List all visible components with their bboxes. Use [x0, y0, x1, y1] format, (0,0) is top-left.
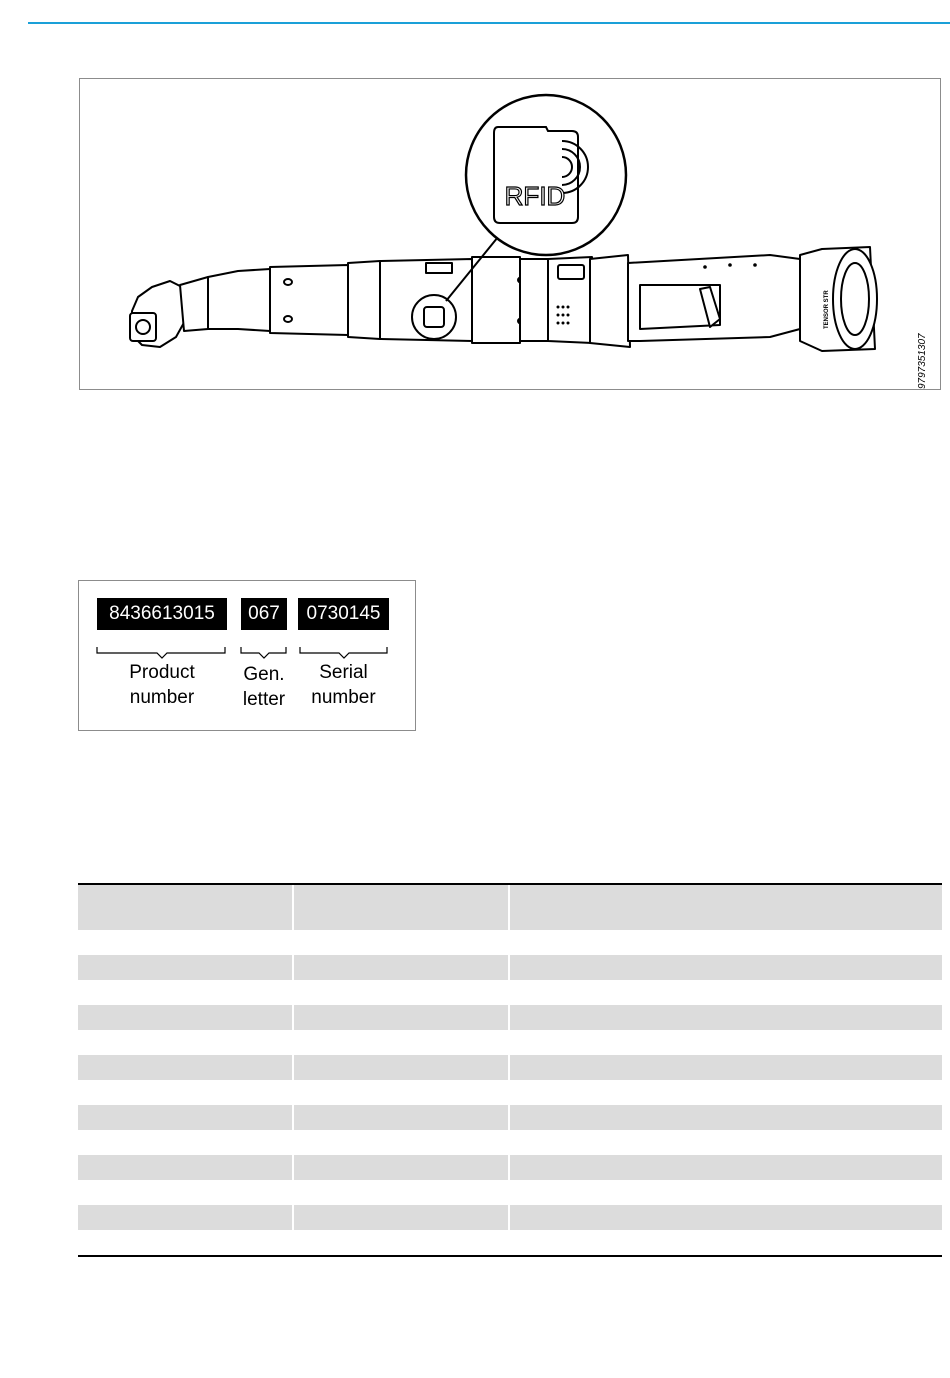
table-header: [78, 883, 942, 930]
table-row: [78, 1155, 942, 1180]
table-row: [78, 1005, 942, 1030]
table-cell: [78, 1105, 294, 1130]
table-cell: [510, 1055, 942, 1080]
table-cell: [294, 1130, 510, 1155]
table-row: [78, 980, 942, 1005]
product-number-label-line2: number: [129, 687, 195, 708]
table-cell: [294, 1105, 510, 1130]
table-cell: [294, 1080, 510, 1105]
table-cell: [78, 930, 294, 955]
table-cell: [294, 980, 510, 1005]
table-row: [78, 1205, 942, 1230]
table-cell: [510, 1030, 942, 1055]
table-row: [78, 1230, 942, 1255]
tool-brand-text: TENSOR STR: [824, 290, 830, 329]
table-cell: [78, 1055, 294, 1080]
table-cell: [78, 1005, 294, 1030]
rfid-callout-label: RFID: [504, 181, 566, 211]
table-cell: [294, 930, 510, 955]
table-bottom-rule: [78, 1255, 942, 1257]
table-cell: [510, 1130, 942, 1155]
table-cell: [294, 1055, 510, 1080]
table-cell: [294, 1205, 510, 1230]
table-cell: [78, 1080, 294, 1105]
table-cell: [510, 1005, 942, 1030]
table-cell: [78, 955, 294, 980]
table-cell: [510, 1180, 942, 1205]
table-cell: [78, 980, 294, 1005]
table-row: [78, 955, 942, 980]
serial-number-label-line2: number: [311, 687, 376, 708]
serial-number-code: 0730145: [298, 598, 389, 630]
generation-letter-label: [229, 662, 299, 712]
generation-letter-code: 067: [241, 598, 287, 630]
table-cell: [510, 980, 942, 1005]
table-header-cell: [294, 885, 510, 930]
nutrunner-tool-drawing: [80, 79, 942, 391]
table-cell: [510, 1205, 942, 1230]
serial-number-label-line1: Serial: [319, 662, 368, 683]
table-header-cell: [78, 885, 294, 930]
table-cell: [78, 1030, 294, 1055]
table-row: [78, 1055, 942, 1080]
table-row: [78, 1080, 942, 1105]
table-row: [78, 1180, 942, 1205]
table-cell: [294, 1030, 510, 1055]
table-cell: [510, 1080, 942, 1105]
table-cell: [294, 1155, 510, 1180]
figure-id-container: [917, 333, 940, 389]
table-cell: [510, 955, 942, 980]
generation-letter-label-line1: Gen.: [243, 664, 285, 685]
figure-id: 9797351307: [917, 333, 928, 389]
table-cell: [294, 1230, 510, 1255]
table-cell: [510, 1230, 942, 1255]
table-row: [78, 1130, 942, 1155]
serial-number-figure: [78, 580, 416, 731]
header-rule: [28, 22, 950, 24]
tool-illustration-figure: [79, 78, 941, 390]
table-cell: [78, 1130, 294, 1155]
generation-letter-label-line2: letter: [242, 689, 286, 710]
data-table: [78, 883, 942, 1257]
product-number-code: 8436613015: [97, 598, 227, 630]
table-cell: [78, 1205, 294, 1230]
table-cell: [510, 1105, 942, 1130]
table-cell: [78, 1180, 294, 1205]
table-header-cell: [510, 885, 942, 930]
table-cell: [294, 955, 510, 980]
table-cell: [294, 1180, 510, 1205]
table-cell: [294, 1005, 510, 1030]
table-cell: [78, 1230, 294, 1255]
table-cell: [510, 1155, 942, 1180]
table-cell: [510, 930, 942, 955]
table-row: [78, 1030, 942, 1055]
product-number-label: [97, 660, 227, 710]
serial-number-label: [298, 660, 389, 710]
table-cell: [78, 1155, 294, 1180]
table-row: [78, 1105, 942, 1130]
table-row: [78, 930, 942, 955]
product-number-label-line1: Product: [129, 662, 195, 683]
